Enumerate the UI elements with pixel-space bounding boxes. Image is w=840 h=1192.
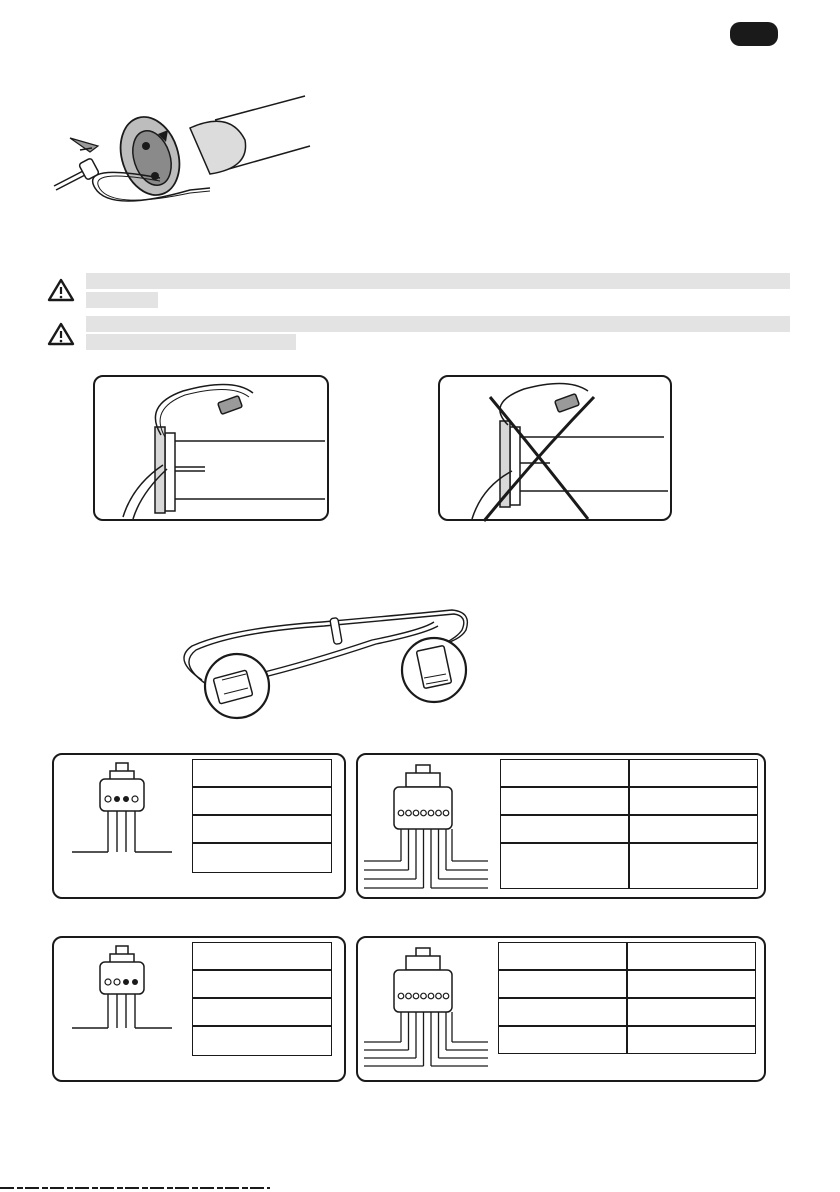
pin-table-panel-rj8-bottom [356,936,766,1082]
pin-cell [498,970,628,998]
page-edge-mark [0,1186,270,1190]
pin-cell [498,1026,628,1054]
pin-cell [500,815,630,843]
pin-table-panel-rj8-top [356,753,766,899]
pin-cell [628,787,758,815]
pin-cell [628,843,758,889]
pin-row [192,942,332,970]
pin-cell [500,843,630,889]
rj8-connector-icon [360,942,500,1088]
cable-routing-correct-illustration [93,375,329,521]
incorrect-routing-panel [438,375,672,521]
pin-cell [626,1026,756,1054]
pin-cell [626,998,756,1026]
rj4-connector-icon [72,942,192,1042]
pin-cell [500,787,630,815]
pin-cell [628,815,758,843]
pin-cell [500,759,630,787]
rj8-connector-icon [360,759,500,905]
rj-cable-illustration [172,600,502,740]
pin-row [192,787,332,815]
pin-cell [498,942,628,970]
language-badge [730,22,778,46]
warning-bar-tail [86,292,158,308]
pin-row [192,998,332,1026]
pin-cell [626,942,756,970]
correct-routing-panel [93,375,329,521]
pin-table-panel-rj4-bottom [52,936,346,1082]
pin-row [192,815,332,843]
pin-cell [498,998,628,1026]
warning-triangle-icon [48,322,74,346]
rj4-connector-icon [72,759,192,859]
pin-cell [626,970,756,998]
pin-row [192,1026,332,1056]
warning-bar [86,316,790,332]
pin-row [192,759,332,787]
pin-table-panel-rj4-top [52,753,346,899]
pin-row [192,970,332,998]
warning-bar-tail [86,334,296,350]
motor-plug-illustration [40,88,370,228]
warning-bar [86,273,790,289]
warning-triangle-icon [48,278,74,302]
cable-routing-incorrect-illustration [438,375,672,521]
pin-row [192,843,332,873]
pin-cell [628,759,758,787]
